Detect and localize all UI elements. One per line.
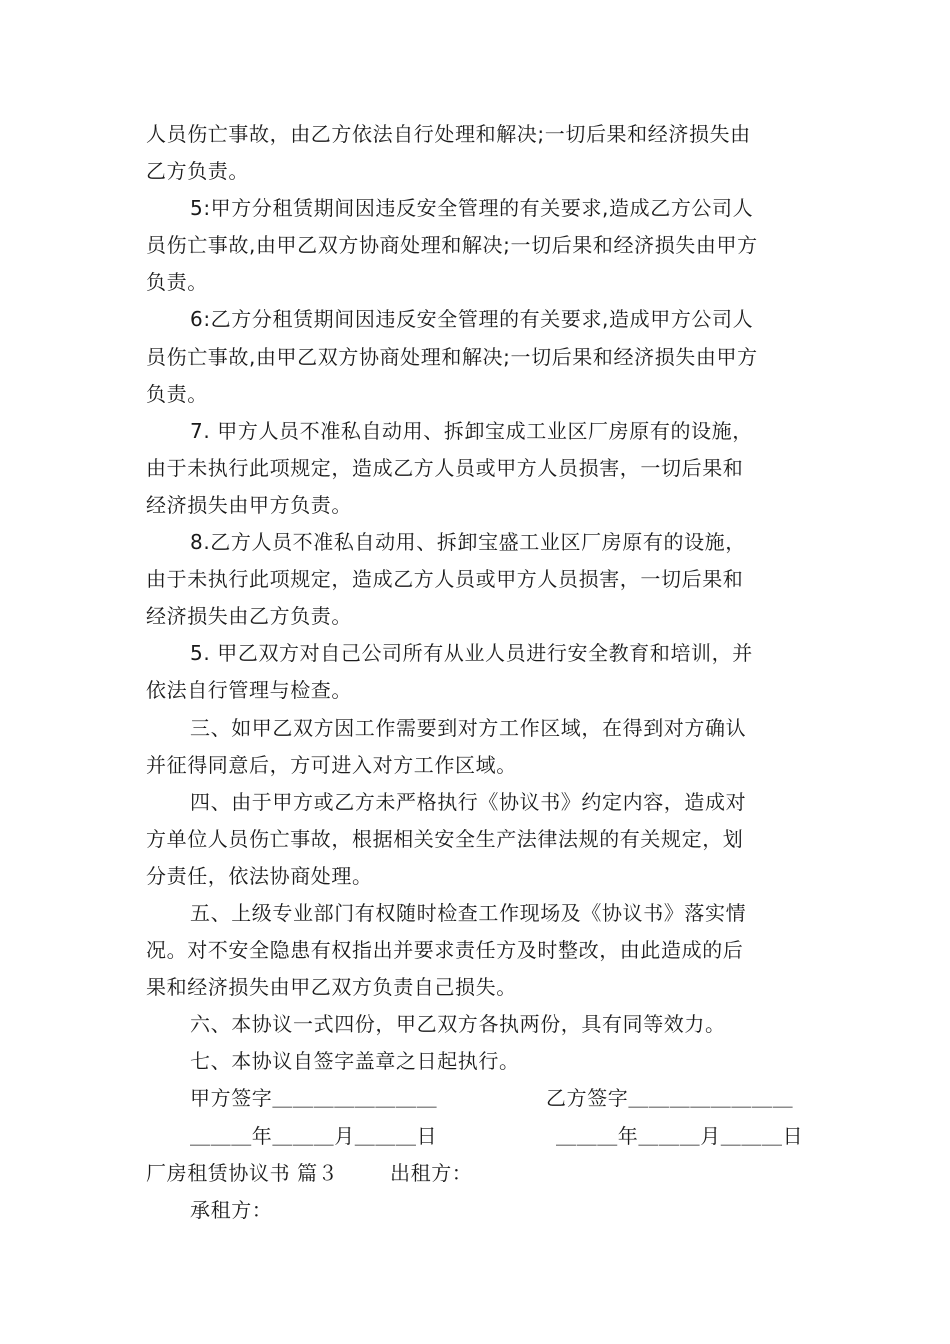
text-line: 5:甲方分租赁期间因违反安全管理的有关要求,造成乙方公司人 <box>190 196 754 221</box>
text-line: 5. 甲乙双方对自己公司所有从业人员进行安全教育和培训，并 <box>190 641 753 666</box>
text-line: 三、如甲乙双方因工作需要到对方工作区域，在得到对方确认 <box>190 715 747 740</box>
lessee-label: 承租方： <box>190 1197 273 1222</box>
party-a-signature: 甲方签字＿＿＿＿＿＿＿＿ <box>190 1086 438 1111</box>
text-line: 员伤亡事故,由甲乙双方协商处理和解决;一切后果和经济损失由甲方 <box>146 233 758 258</box>
text-line: 四、由于甲方或乙方未严格执行《协议书》约定内容，造成对 <box>190 789 747 814</box>
text-line: 并征得同意后，方可进入对方工作区域。 <box>146 752 517 777</box>
text-line: 七、本协议自签字盖章之日起执行。 <box>190 1049 520 1074</box>
text-line: 员伤亡事故,由甲乙双方协商处理和解决;一切后果和经济损失由甲方 <box>146 344 758 369</box>
party-b-date: ＿＿＿年＿＿＿月＿＿＿日 <box>556 1123 804 1148</box>
document-body <box>146 116 810 1229</box>
text-line: 6:乙方分租赁期间因违反安全管理的有关要求,造成甲方公司人 <box>190 307 754 332</box>
text-line: 乙方负责。 <box>146 159 249 184</box>
text-line: 果和经济损失由甲乙双方负责自己损失。 <box>146 975 517 1000</box>
lessor-label: 出租方： <box>390 1160 473 1185</box>
date-row <box>146 1118 810 1155</box>
text-line: 六、本协议一式四份，甲乙双方各执两份，具有同等效力。 <box>190 1012 726 1037</box>
signature-row <box>146 1080 810 1117</box>
text-line: 人员伤亡事故，由乙方依法自行处理和解决;一切后果和经济损失由 <box>146 122 751 146</box>
paragraph-lines <box>146 116 810 1080</box>
text-line: 由于未执行此项规定，造成乙方人员或甲方人员损害，一切后果和 <box>146 567 744 592</box>
text-line: 方单位人员伤亡事故，根据相关安全生产法律法规的有关规定，划 <box>146 826 744 851</box>
text-line: 经济损失由乙方负责。 <box>146 604 352 629</box>
text-line: 负责。 <box>146 381 208 406</box>
section-title-row <box>146 1155 810 1192</box>
section-title: 厂房租赁协议书 篇３ <box>146 1160 339 1185</box>
text-line: 负责。 <box>146 270 208 295</box>
text-line: 7. 甲方人员不准私自动用、拆卸宝成工业区厂房原有的设施， <box>190 418 753 443</box>
text-line: 由于未执行此项规定，造成乙方人员或甲方人员损害，一切后果和 <box>146 455 744 480</box>
text-line: 分责任，依法协商处理。 <box>146 863 373 888</box>
text-line: 经济损失由甲方负责。 <box>146 492 352 517</box>
text-line: 8.乙方人员不准私自动用、拆卸宝盛工业区厂房原有的设施， <box>190 530 746 555</box>
text-line: 况。对不安全隐患有权指出并要求责任方及时整改，由此造成的后 <box>146 938 744 963</box>
party-b-signature: 乙方签字＿＿＿＿＿＿＿＿ <box>546 1086 794 1111</box>
text-line: 五、上级专业部门有权随时检查工作现场及《协议书》落实情 <box>190 900 747 925</box>
text-line: 依法自行管理与检查。 <box>146 678 352 703</box>
party-a-date: ＿＿＿年＿＿＿月＿＿＿日 <box>190 1123 438 1148</box>
